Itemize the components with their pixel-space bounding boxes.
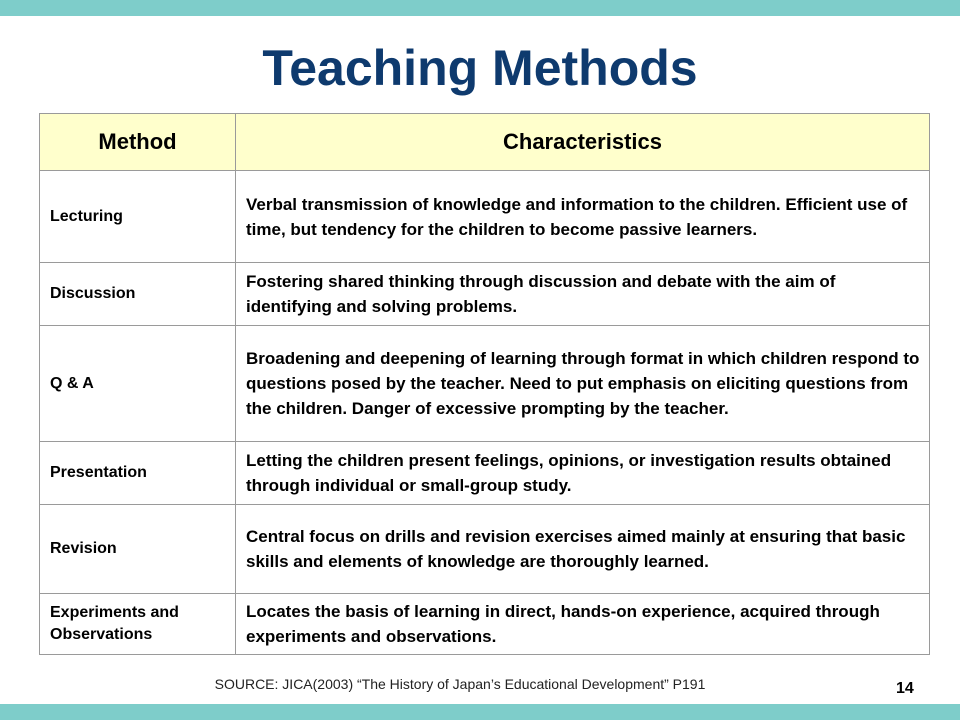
method-cell: Q & A	[40, 326, 236, 442]
characteristics-cell: Central focus on drills and revision exercises aimed mainly at ensuring that basic skills and elements of knowledge are thoroughly learned.	[236, 505, 930, 594]
characteristics-cell: Locates the basis of learning in direct, hands-on experience, acquired through experiments and observations.	[236, 594, 930, 655]
characteristics-cell: Broadening and deepening of learning through format in which children respond to questions posed by the teacher. Need to put emphasis on eliciting questions from the children. Danger of excessive prompting by the teacher.	[236, 326, 930, 442]
slide-title: Teaching Methods	[262, 40, 698, 96]
table-row	[40, 263, 930, 326]
table-row	[40, 326, 930, 442]
table-row	[40, 442, 930, 505]
characteristics-cell: Fostering shared thinking through discussion and debate with the aim of identifying and solving problems.	[236, 263, 930, 326]
table-row	[40, 594, 930, 655]
top-accent-band	[0, 0, 960, 16]
characteristics-cell: Verbal transmission of knowledge and information to the children. Efficient use of time, but tendency for the children to become passive learners.	[236, 171, 930, 263]
page-number: 14	[896, 680, 914, 697]
method-cell: Discussion	[40, 263, 236, 326]
method-cell: Lecturing	[40, 171, 236, 263]
source-citation: SOURCE: JICA(2003) “The History of Japan’s Educational Development” P191	[214, 676, 706, 692]
header-method: Method	[40, 114, 236, 171]
bottom-accent-band	[0, 704, 960, 720]
method-cell: Presentation	[40, 442, 236, 505]
method-cell: Experiments and Observations	[40, 594, 236, 655]
table-header-row	[40, 114, 930, 171]
method-cell: Revision	[40, 505, 236, 594]
header-characteristics: Characteristics	[236, 114, 930, 171]
teaching-methods-table	[39, 113, 930, 655]
table-row	[40, 171, 930, 263]
table-row	[40, 505, 930, 594]
characteristics-cell: Letting the children present feelings, opinions, or investigation results obtained through individual or small-group study.	[236, 442, 930, 505]
